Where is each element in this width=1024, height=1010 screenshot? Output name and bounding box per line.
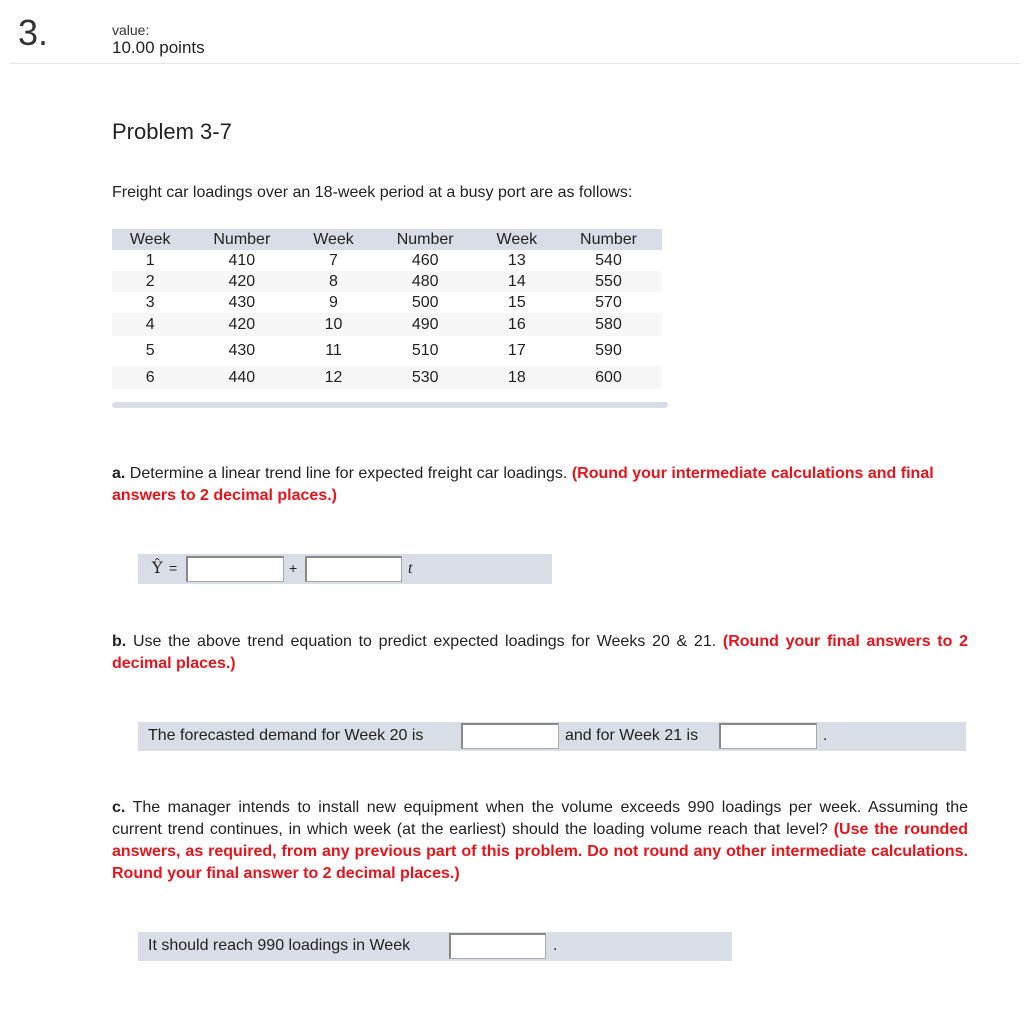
part-b-letter: b. — [112, 633, 127, 650]
part-a-letter: a. — [112, 465, 126, 482]
part-b-question — [112, 631, 968, 675]
table-row — [112, 366, 662, 389]
number-cell: 500 — [411, 293, 439, 311]
plus-sign: + — [289, 560, 298, 576]
problem-intro: Freight car loadings over an 18-week period at a busy port are as follows: — [112, 184, 633, 201]
week-cell: 7 — [329, 251, 338, 269]
column-header: Number — [372, 229, 479, 250]
t-variable: t — [408, 560, 413, 577]
number-cell: 420 — [188, 271, 295, 292]
table-row — [112, 313, 662, 336]
week-cell: 8 — [295, 271, 371, 292]
week-cell: 13 — [507, 251, 526, 269]
number-cell: 440 — [188, 366, 295, 389]
number-cell: 580 — [555, 313, 662, 336]
week20-input[interactable] — [461, 723, 559, 749]
week-label: It should reach 990 loadings in Week — [148, 937, 411, 954]
part-a-instruction: (Round your intermediate calculations and final answers to 2 decimal places.) — [112, 465, 934, 504]
week-cell: 4 — [112, 313, 188, 336]
column-header: Number — [188, 229, 295, 250]
forecast-row — [138, 722, 966, 751]
period: . — [823, 727, 828, 744]
equals-sign: = — [169, 560, 178, 576]
number-cell: 540 — [595, 251, 622, 269]
slope-input[interactable] — [305, 556, 402, 582]
value-label: value: — [112, 22, 150, 38]
week-cell: 18 — [479, 366, 555, 389]
week-cell: 1 — [145, 251, 155, 269]
week-cell: 9 — [329, 293, 338, 311]
column-header: Week — [295, 229, 371, 250]
week-cell: 16 — [479, 313, 555, 336]
week-answer-row — [138, 932, 732, 961]
table-row — [112, 250, 662, 271]
y-hat-symbol: Ŷ — [152, 558, 163, 577]
number-cell: 410 — [228, 251, 256, 269]
number-cell: 510 — [411, 342, 439, 359]
week-cell: 5 — [145, 342, 155, 359]
number-cell: 530 — [372, 366, 479, 389]
data-table — [112, 229, 662, 389]
week-cell: 11 — [325, 342, 342, 359]
part-a-question — [112, 463, 968, 507]
week21-input[interactable] — [719, 723, 817, 749]
week-cell: 10 — [295, 313, 371, 336]
number-cell: 430 — [228, 342, 256, 359]
column-header: Week — [479, 229, 555, 250]
part-b-instruction: (Round your final answers to 2 decimal places.) — [112, 633, 969, 672]
week-cell: 14 — [479, 271, 555, 292]
divider — [10, 63, 1020, 64]
part-b-text: Use the above trend equation to predict expected loadings for Weeks 20 & 21. — [132, 633, 717, 650]
table-row — [112, 271, 662, 292]
column-header: Number — [555, 229, 662, 250]
week21-label: and for Week 21 is — [565, 727, 699, 744]
column-header: Week — [112, 229, 188, 250]
part-c-question — [112, 797, 968, 885]
number-cell: 550 — [555, 271, 662, 292]
points-value: 10.00 points — [112, 38, 205, 57]
number-cell: 490 — [372, 313, 479, 336]
table-row — [112, 336, 662, 366]
week-cell: 6 — [112, 366, 188, 389]
number-cell: 590 — [595, 342, 622, 359]
week20-label: The forecasted demand for Week 20 is — [148, 727, 424, 744]
number-cell: 460 — [411, 251, 439, 269]
week-cell: 12 — [295, 366, 371, 389]
part-c-instruction: (Use the rounded answers, as required, from any previous part of this problem. Do not round any other intermediate calculations. Round your final answer to 2 decimal places.) — [112, 821, 969, 882]
number-cell: 420 — [188, 313, 295, 336]
number-cell: 480 — [372, 271, 479, 292]
week-input[interactable] — [449, 933, 546, 959]
trend-equation-row — [138, 554, 552, 584]
table-scrollbar[interactable] — [112, 402, 668, 408]
intercept-input[interactable] — [186, 556, 284, 582]
week-cell: 2 — [112, 271, 188, 292]
week-cell: 17 — [507, 342, 526, 359]
number-cell: 570 — [595, 293, 622, 311]
problem-title: Problem 3-7 — [112, 119, 232, 144]
week-cell: 3 — [145, 293, 155, 311]
part-c-text: The manager intends to install new equipment when the volume exceeds 990 loadings per week. Assuming the current trend continues, in which week (at the earliest) should the loading volume reach that level? — [112, 799, 969, 838]
question-number: 3. — [18, 12, 49, 53]
period: . — [553, 937, 558, 954]
week-cell: 15 — [507, 293, 526, 311]
part-a-text: Determine a linear trend line for expected freight car loadings. — [129, 465, 568, 482]
number-cell: 430 — [228, 293, 256, 311]
number-cell: 600 — [555, 366, 662, 389]
table-row — [112, 292, 662, 313]
part-c-letter: c. — [112, 799, 126, 816]
